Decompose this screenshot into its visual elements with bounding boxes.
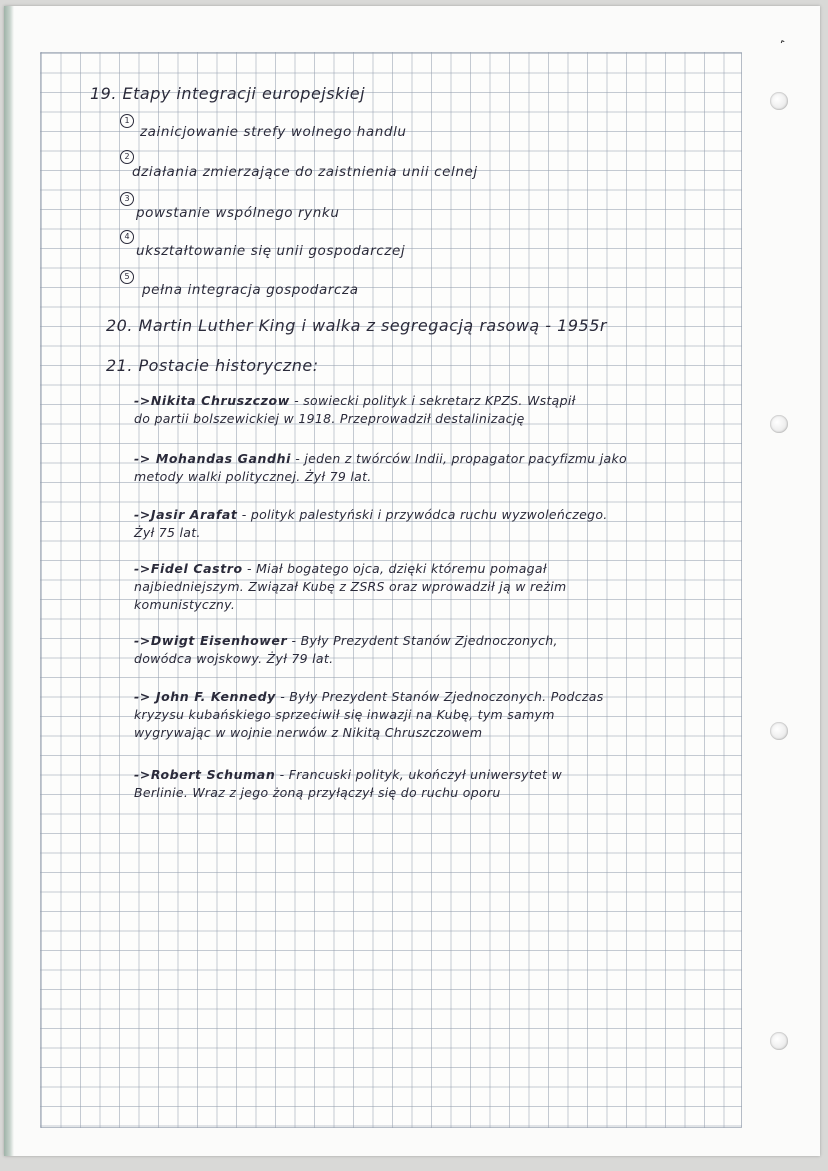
item-number: 3 <box>120 192 134 206</box>
item-number: 4 <box>120 230 134 244</box>
person-name: ->Fidel Castro <box>134 561 243 576</box>
person-description: kryzysu kubańskiego sprzeciwił się inwazji na Kubę, tym samym <box>134 707 555 722</box>
person-name: -> John F. Kennedy <box>134 689 276 704</box>
punch-hole-icon <box>770 1032 788 1050</box>
person-description: - Były Prezydent Stanów Zjednoczonych. Podczas <box>280 689 604 704</box>
person-name: ->Dwigt Eisenhower <box>134 633 288 648</box>
person-entry <box>134 560 567 614</box>
section-20-title: 20. Martin Luther King i walka z segregacją rasową - 1955r <box>106 316 607 335</box>
person-description: - jeden z twórców Indii, propagator pacyfizmu jako <box>295 451 627 466</box>
person-name: ->Nikita Chruszczow <box>134 393 290 408</box>
person-description: Berlinie. Wraz z jego żoną przyłączył się do ruchu oporu <box>134 785 501 800</box>
list-item: powstanie wspólnego rynku <box>136 205 340 221</box>
person-description: - Francuski polityk, ukończył uniwersytet w <box>279 767 563 782</box>
person-description: - Miał bogatego ojca, dzięki któremu pomagał <box>247 561 547 576</box>
person-entry <box>134 766 562 802</box>
person-description: - Były Prezydent Stanów Zjednoczonych, <box>291 633 558 648</box>
list-item: działania zmierzające do zaistnienia unii celnej <box>132 164 478 180</box>
person-description: komunistyczny. <box>134 597 236 612</box>
person-description: dowódca wojskowy. Żył 79 lat. <box>134 651 334 666</box>
person-name: ->Robert Schuman <box>134 767 276 782</box>
section-21-title: 21. Postacie historyczne: <box>106 356 319 375</box>
list-item: pełna integracja gospodarcza <box>142 282 359 298</box>
person-entry <box>134 688 604 742</box>
punch-hole-icon <box>770 92 788 110</box>
person-description: metody walki politycznej. Żył 79 lat. <box>134 469 372 484</box>
person-description: wygrywając w wojnie nerwów z Nikitą Chruszczowem <box>134 725 483 740</box>
person-description: najbiedniejszym. Związał Kubę z ZSRS oraz wprowadził ją w reżim <box>134 579 567 594</box>
person-entry <box>134 450 627 486</box>
corner-mark-icon: ˹ <box>774 35 788 58</box>
person-description: - polityk palestyński i przywódca ruchu wyzwoleńczego. <box>241 507 608 522</box>
person-entry <box>134 392 576 428</box>
item-number: 5 <box>120 270 134 284</box>
punch-hole-icon <box>770 722 788 740</box>
list-item: ukształtowanie się unii gospodarczej <box>136 243 406 259</box>
person-name: -> Mohandas Gandhi <box>134 451 291 466</box>
item-number: 1 <box>120 114 134 128</box>
person-description: do partii bolszewickiej w 1918. Przeprowadził destalinizację <box>134 411 525 426</box>
page-edge <box>4 6 14 1156</box>
list-item: zainicjowanie strefy wolnego handlu <box>140 124 407 140</box>
person-name: ->Jasir Arafat <box>134 507 238 522</box>
person-entry <box>134 506 608 542</box>
person-description: - sowiecki polityk i sekretarz KPZS. Wstąpił <box>294 393 576 408</box>
person-entry <box>134 632 558 668</box>
punch-hole-icon <box>770 415 788 433</box>
section-19-title: 19. Etapy integracji europejskiej <box>90 84 366 103</box>
item-number: 2 <box>120 150 134 164</box>
person-description: Żył 75 lat. <box>134 525 201 540</box>
